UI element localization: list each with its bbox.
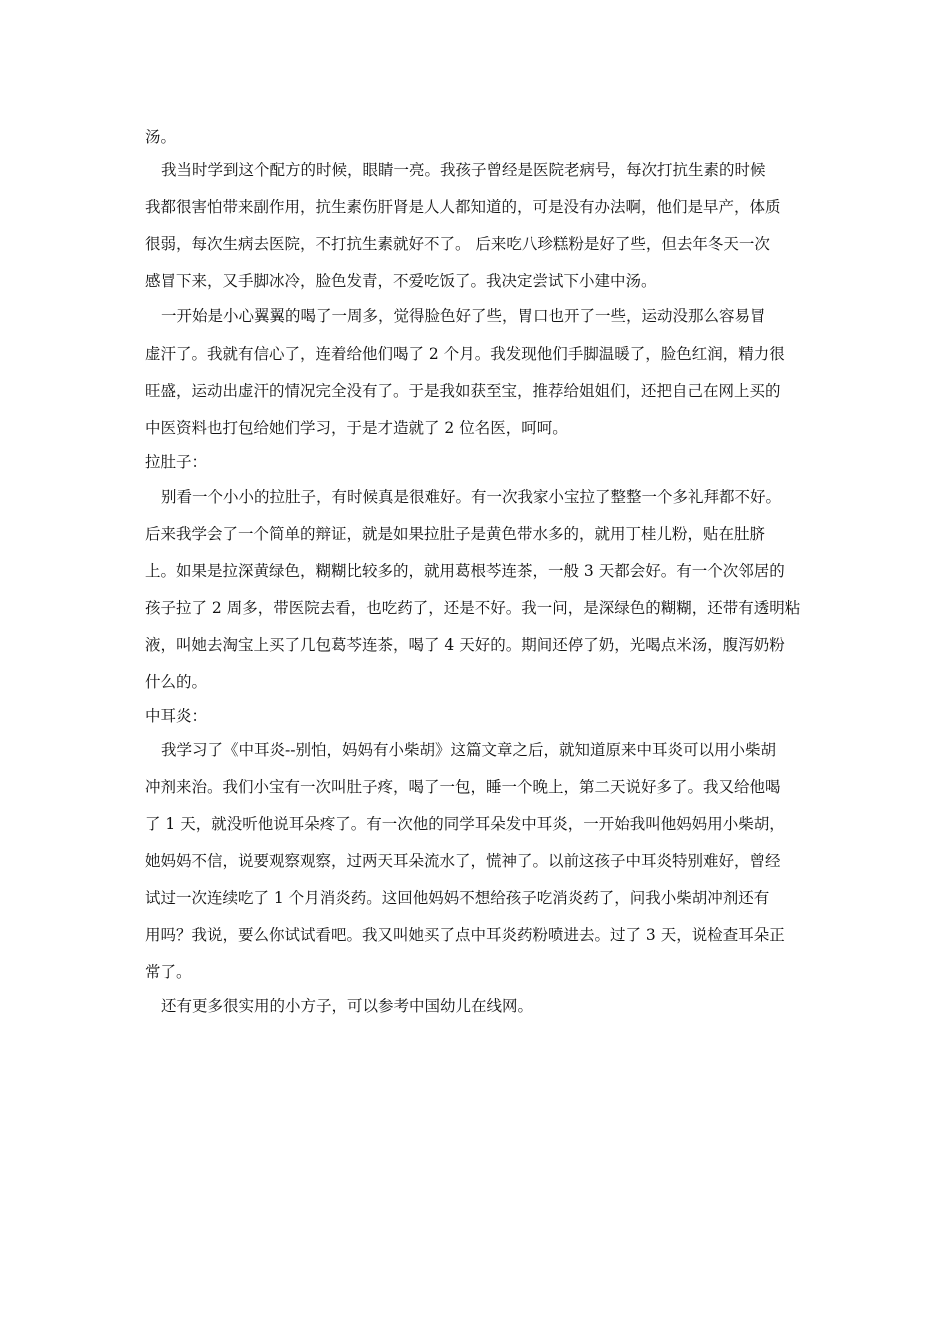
text-line: 中医资料也打包给她们学习，于是才造就了 2 位名医，呵呵。 [145, 419, 568, 437]
paragraph-start: 我当时学到这个配方的时候，眼睛一亮。我孩子曾经是医院老病号，每次打抗生素的时候 [161, 161, 766, 179]
text-line: 汤。 [145, 128, 177, 146]
text-line: 什么的。 [145, 673, 208, 691]
text-line: 用吗？我说，要么你试试看吧。我又叫她买了点中耳炎药粉喷进去。过了 3 天，说检查耳朵正 [145, 926, 785, 944]
section-heading: 拉肚子： [145, 453, 208, 471]
text-line: 孩子拉了 2 周多，带医院去看，也吃药了，还是不好。我一问，是深绿色的糊糊，还带有透明粘 [145, 599, 801, 617]
text-line: 液，叫她去淘宝上买了几包葛芩连茶，喝了 4 天好的。期间还停了奶，光喝点米汤，腹泻奶粉 [145, 636, 785, 654]
paragraph-start: 还有更多很实用的小方子，可以参考中国幼儿在线网。 [161, 997, 534, 1015]
text-line: 她妈妈不信，说要观察观察，过两天耳朵流水了，慌神了。以前这孩子中耳炎特别难好，曾经 [145, 852, 781, 870]
text-line: 旺盛，运动出虚汗的情况完全没有了。于是我如获至宝，推荐给姐姐们，还把自己在网上买的 [145, 382, 781, 400]
text-line: 很弱，每次生病去医院，不打抗生素就好不了。 后来吃八珍糕粉是好了些，但去年冬天一次 [145, 235, 770, 253]
text-line: 试过一次连续吃了 1 个月消炎药。这回他妈妈不想给孩子吃消炎药了，问我小柴胡冲剂还有 [145, 889, 770, 907]
text-line: 虚汗了。我就有信心了，连着给他们喝了 2 个月。我发现他们手脚温暖了，脸色红润，精力很 [145, 345, 785, 363]
paragraph-start: 一开始是小心翼翼的喝了一周多，觉得脸色好了些，胃口也开了一些，运动没那么容易冒 [161, 307, 766, 325]
text-line: 感冒下来，又手脚冰冷，脸色发青，不爱吃饭了。我决定尝试下小建中汤。 [145, 272, 657, 290]
text-line: 我都很害怕带来副作用，抗生素伤肝肾是人人都知道的，可是没有办法啊，他们是早产，体质 [145, 198, 781, 216]
text-line: 了 1 天，就没听他说耳朵疼了。有一次他的同学耳朵发中耳炎，一开始我叫他妈妈用小柴胡， [145, 815, 785, 833]
paragraph-start: 别看一个小小的拉肚子，有时候真是很难好。有一次我家小宝拉了整整一个多礼拜都不好。 [161, 488, 782, 506]
text-line: 后来我学会了一个简单的辩证，就是如果拉肚子是黄色带水多的，就用丁桂儿粉，贴在肚脐 [145, 525, 766, 543]
text-line: 常了。 [145, 963, 192, 981]
section-heading: 中耳炎： [145, 707, 208, 725]
paragraph-start: 我学习了《中耳炎--别怕，妈妈有小柴胡》这篇文章之后，就知道原来中耳炎可以用小柴胡 [161, 741, 776, 759]
text-line: 冲剂来治。我们小宝有一次叫肚子疼，喝了一包，睡一个晚上，第二天说好多了。我又给他喝 [145, 778, 781, 796]
text-line: 上。如果是拉深黄绿色，糊糊比较多的，就用葛根芩连茶，一般 3 天都会好。有一个次邻居的 [145, 562, 785, 580]
